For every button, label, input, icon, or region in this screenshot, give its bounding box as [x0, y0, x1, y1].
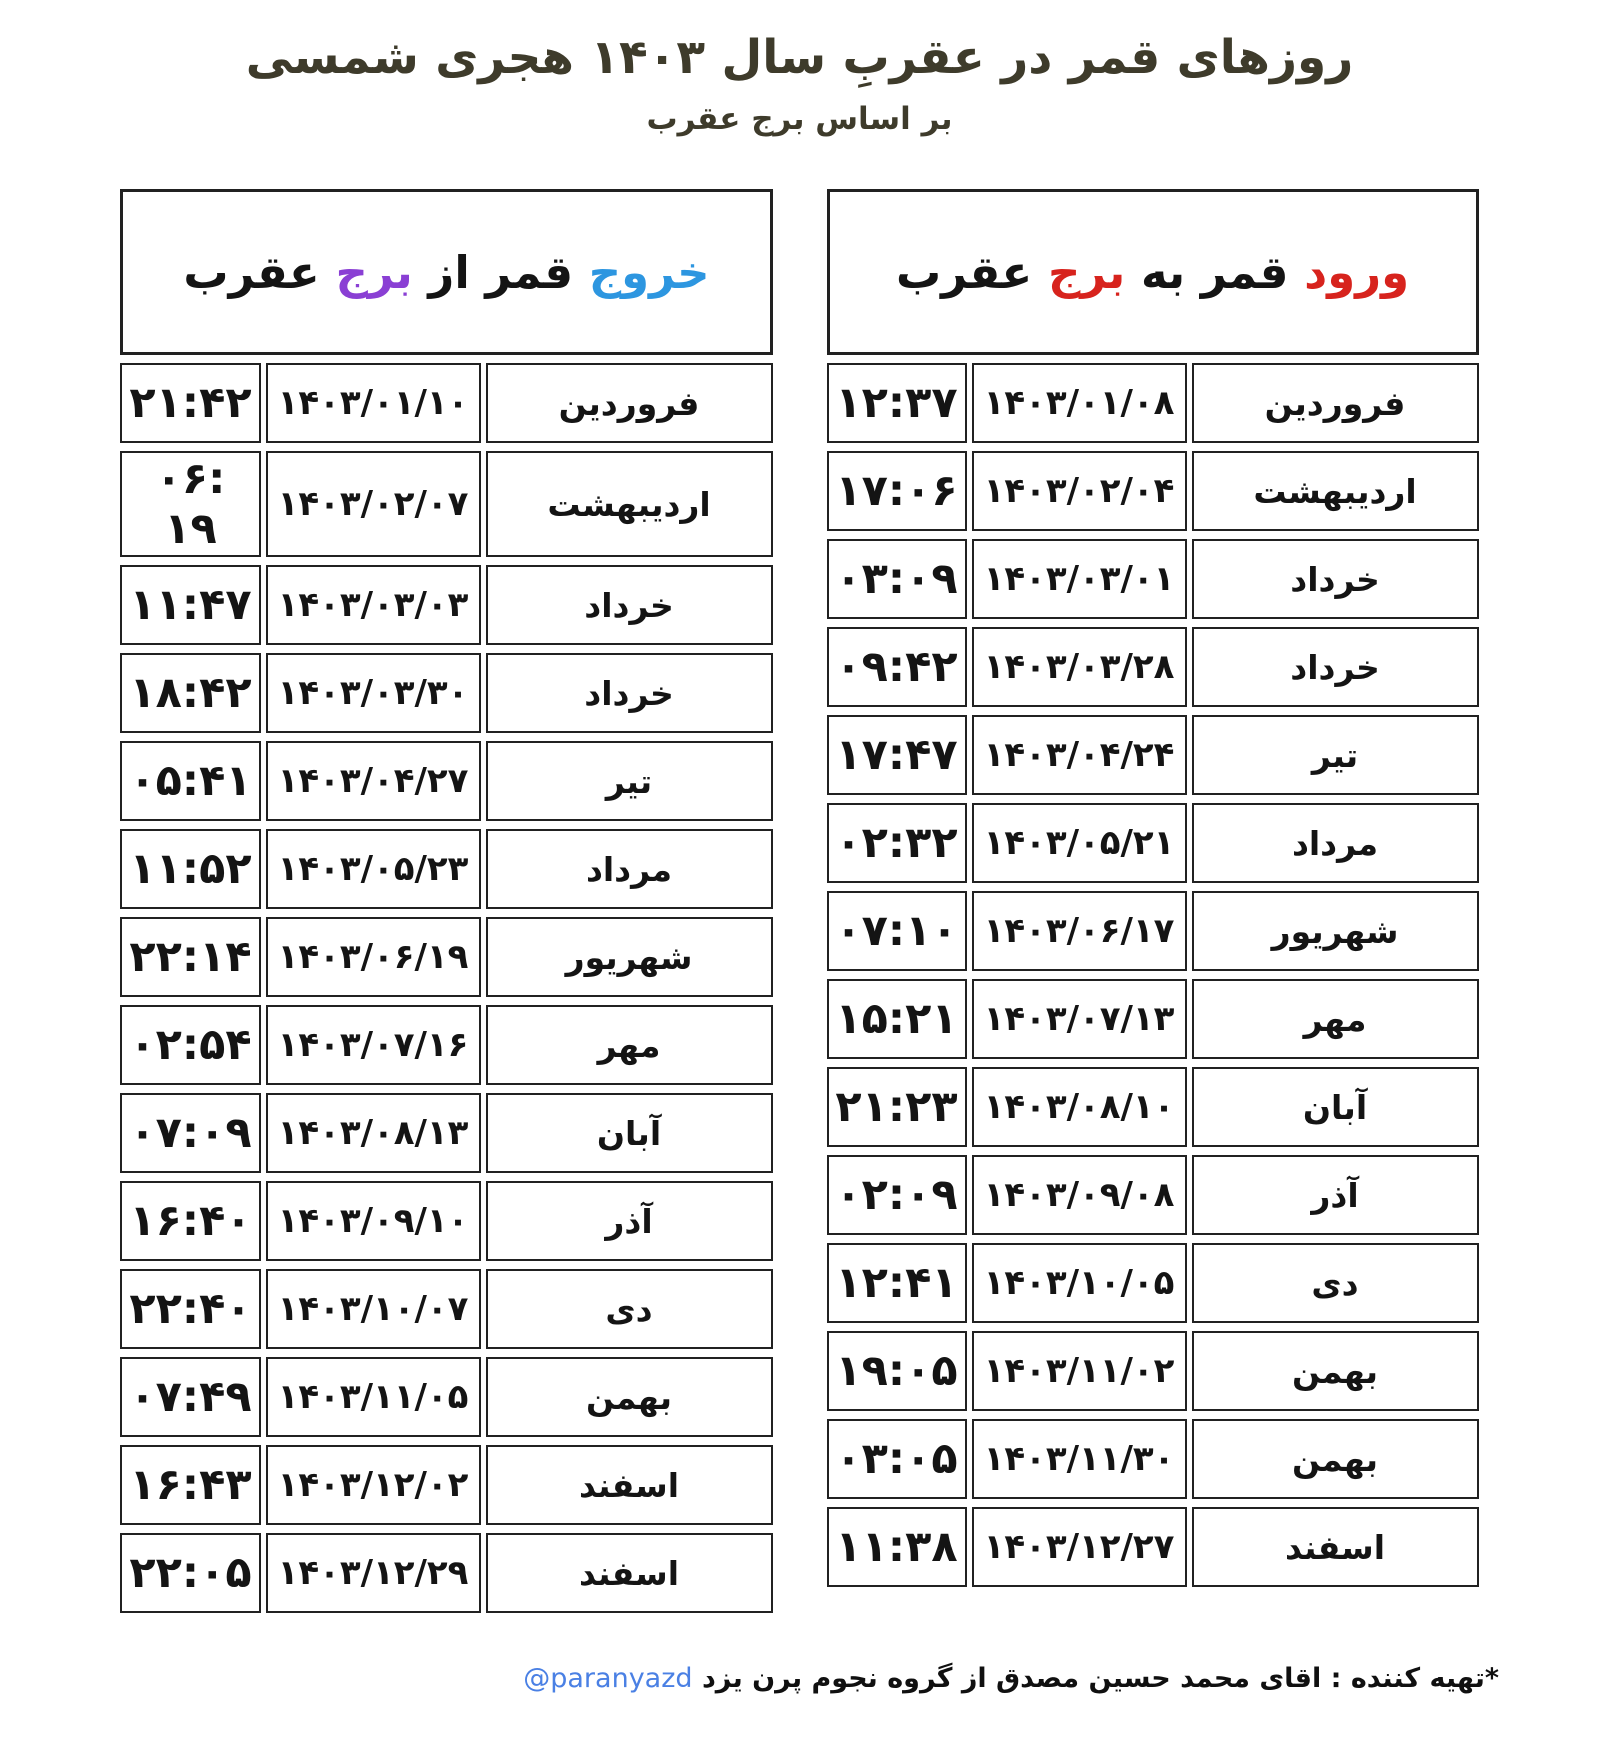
entry-table-row [827, 1507, 1479, 1587]
entry-table-row [827, 1243, 1479, 1323]
exit-title-word-khorooj: خروج [588, 245, 710, 299]
exit-date-cell: ۱۴۰۳/۰۶/۱۹ [266, 917, 481, 997]
exit-date-cell: ۱۴۰۳/۱۰/۰۷ [266, 1269, 481, 1349]
entry-table-row [827, 1067, 1479, 1147]
entry-month-cell: شهریور [1192, 891, 1479, 971]
exit-month-cell: آبان [486, 1093, 773, 1173]
exit-table-row [120, 1181, 772, 1261]
exit-date-cell: ۱۴۰۳/۰۲/۰۷ [266, 451, 481, 557]
entry-month-cell: تیر [1192, 715, 1479, 795]
entry-month-cell: دی [1192, 1243, 1479, 1323]
entry-month-cell: فروردین [1192, 363, 1479, 443]
exit-time-cell: ۰۷:۰۹ [120, 1093, 260, 1173]
exit-time-cell: ۲۱:۴۲ [120, 363, 260, 443]
entry-time-cell: ۱۲:۳۷ [827, 363, 967, 443]
entry-date-cell: ۱۴۰۳/۰۸/۱۰ [972, 1067, 1187, 1147]
exit-title-word-borj: برج [335, 245, 413, 299]
entry-title-word-borj: برج [1047, 245, 1126, 299]
exit-table-row [120, 1005, 772, 1085]
exit-month-cell: دی [486, 1269, 773, 1349]
exit-title-word-ghamar-az: قمر از [412, 245, 589, 299]
exit-date-cell: ۱۴۰۳/۰۳/۳۰ [266, 653, 481, 733]
entry-time-cell: ۰۹:۴۲ [827, 627, 967, 707]
exit-date-cell: ۱۴۰۳/۱۱/۰۵ [266, 1357, 481, 1437]
entry-date-cell: ۱۴۰۳/۰۳/۲۸ [972, 627, 1187, 707]
footer-credit: *تهیه کننده : اقای محمد حسین مصدق از گروه نجوم پرن یزد [701, 1663, 1499, 1695]
entry-date-cell: ۱۴۰۳/۰۱/۰۸ [972, 363, 1187, 443]
exit-table-row [120, 565, 772, 645]
exit-date-cell: ۱۴۰۳/۰۷/۱۶ [266, 1005, 481, 1085]
exit-table-row [120, 653, 772, 733]
exit-table-row [120, 1445, 772, 1525]
entry-month-cell: آبان [1192, 1067, 1479, 1147]
exit-month-cell: مهر [486, 1005, 773, 1085]
exit-time-cell: ۱۱:۵۲ [120, 829, 260, 909]
exit-time-cell: ۰۲:۵۴ [120, 1005, 260, 1085]
entry-month-cell: خرداد [1192, 539, 1479, 619]
entry-time-cell: ۱۲:۴۱ [827, 1243, 967, 1323]
entry-time-cell: ۱۷:۰۶ [827, 451, 967, 531]
exit-table-row [120, 1269, 772, 1349]
exit-month-cell: آذر [486, 1181, 773, 1261]
page-title: روزهای قمر در عقربِ سال ۱۴۰۳ هجری شمسی [245, 30, 1354, 85]
entry-table-header-row [827, 189, 1479, 355]
exit-time-cell: ۰۶: ۱۹ [120, 451, 260, 557]
exit-time-cell: ۱۶:۴۳ [120, 1445, 260, 1525]
exit-month-cell: اسفند [486, 1533, 773, 1613]
entry-time-cell: ۱۹:۰۵ [827, 1331, 967, 1411]
entry-title-word-vorood: ورود [1304, 245, 1410, 299]
exit-month-cell: خرداد [486, 653, 773, 733]
entry-table-row [827, 363, 1479, 443]
entry-month-cell: مرداد [1192, 803, 1479, 883]
exit-date-cell: ۱۴۰۳/۰۴/۲۷ [266, 741, 481, 821]
exit-time-cell: ۰۷:۴۹ [120, 1357, 260, 1437]
exit-date-cell: ۱۴۰۳/۰۸/۱۳ [266, 1093, 481, 1173]
exit-table-title [120, 189, 772, 355]
exit-table-row [120, 1533, 772, 1613]
entry-date-cell: ۱۴۰۳/۰۶/۱۷ [972, 891, 1187, 971]
entry-date-cell: ۱۴۰۳/۰۲/۰۴ [972, 451, 1187, 531]
entry-table-title [827, 189, 1479, 355]
exit-table-header-row [120, 189, 772, 355]
exit-date-cell: ۱۴۰۳/۰۳/۰۳ [266, 565, 481, 645]
exit-time-cell: ۲۲:۰۵ [120, 1533, 260, 1613]
moon-entry-table [822, 181, 1484, 1595]
entry-table-row [827, 627, 1479, 707]
entry-date-cell: ۱۴۰۳/۱۲/۲۷ [972, 1507, 1187, 1587]
exit-table-row [120, 829, 772, 909]
exit-time-cell: ۱۶:۴۰ [120, 1181, 260, 1261]
entry-table-row [827, 539, 1479, 619]
entry-time-cell: ۱۵:۲۱ [827, 979, 967, 1059]
exit-date-cell: ۱۴۰۳/۰۹/۱۰ [266, 1181, 481, 1261]
entry-date-cell: ۱۴۰۳/۰۹/۰۸ [972, 1155, 1187, 1235]
exit-time-cell: ۲۲:۴۰ [120, 1269, 260, 1349]
footer [0, 1663, 1599, 1694]
entry-date-cell: ۱۴۰۳/۰۷/۱۳ [972, 979, 1187, 1059]
entry-time-cell: ۰۷:۱۰ [827, 891, 967, 971]
exit-table-row [120, 1093, 772, 1173]
exit-table-row [120, 1357, 772, 1437]
entry-date-cell: ۱۴۰۳/۰۵/۲۱ [972, 803, 1187, 883]
exit-time-cell: ۲۲:۱۴ [120, 917, 260, 997]
entry-month-cell: مهر [1192, 979, 1479, 1059]
entry-table-row [827, 715, 1479, 795]
entry-table-row [827, 1155, 1479, 1235]
entry-table-row [827, 1331, 1479, 1411]
entry-month-cell: آذر [1192, 1155, 1479, 1235]
page-subtitle: بر اساس برج عقرب [646, 101, 953, 138]
entry-time-cell: ۱۷:۴۷ [827, 715, 967, 795]
entry-time-cell: ۰۲:۰۹ [827, 1155, 967, 1235]
entry-table-row [827, 1419, 1479, 1499]
entry-time-cell: ۰۳:۰۵ [827, 1419, 967, 1499]
exit-date-cell: ۱۴۰۳/۰۱/۱۰ [266, 363, 481, 443]
entry-month-cell: خرداد [1192, 627, 1479, 707]
exit-table-row [120, 917, 772, 997]
entry-table-row [827, 451, 1479, 531]
entry-time-cell: ۲۱:۲۳ [827, 1067, 967, 1147]
exit-time-cell: ۱۸:۴۲ [120, 653, 260, 733]
exit-time-cell: ۱۱:۴۷ [120, 565, 260, 645]
exit-table-row [120, 363, 772, 443]
entry-month-cell: اسفند [1192, 1507, 1479, 1587]
exit-table-row [120, 741, 772, 821]
entry-date-cell: ۱۴۰۳/۱۱/۳۰ [972, 1419, 1187, 1499]
entry-time-cell: ۰۳:۰۹ [827, 539, 967, 619]
entry-table-row [827, 891, 1479, 971]
entry-table-row [827, 803, 1479, 883]
tables-container [0, 181, 1599, 1621]
entry-time-cell: ۰۲:۳۲ [827, 803, 967, 883]
entry-title-word-aghrab: عقرب [895, 245, 1048, 299]
exit-title-word-aghrab: عقرب [183, 245, 336, 299]
exit-month-cell: فروردین [486, 363, 773, 443]
exit-date-cell: ۱۴۰۳/۰۵/۲۳ [266, 829, 481, 909]
entry-month-cell: اردیبهشت [1192, 451, 1479, 531]
exit-date-cell: ۱۴۰۳/۱۲/۰۲ [266, 1445, 481, 1525]
entry-title-word-ghamar-be: قمر به [1125, 245, 1305, 299]
entry-month-cell: بهمن [1192, 1419, 1479, 1499]
exit-month-cell: اردیبهشت [486, 451, 773, 557]
entry-table-row [827, 979, 1479, 1059]
entry-month-cell: بهمن [1192, 1331, 1479, 1411]
entry-date-cell: ۱۴۰۳/۱۰/۰۵ [972, 1243, 1187, 1323]
exit-time-cell: ۰۵:۴۱ [120, 741, 260, 821]
moon-exit-table [115, 181, 777, 1621]
exit-date-cell: ۱۴۰۳/۱۲/۲۹ [266, 1533, 481, 1613]
entry-time-cell: ۱۱:۳۸ [827, 1507, 967, 1587]
exit-month-cell: بهمن [486, 1357, 773, 1437]
footer-telegram-handle: @paranyazd [523, 1663, 693, 1695]
exit-table-row [120, 451, 772, 557]
exit-month-cell: شهریور [486, 917, 773, 997]
entry-date-cell: ۱۴۰۳/۱۱/۰۲ [972, 1331, 1187, 1411]
exit-month-cell: مرداد [486, 829, 773, 909]
exit-month-cell: خرداد [486, 565, 773, 645]
entry-date-cell: ۱۴۰۳/۰۴/۲۴ [972, 715, 1187, 795]
exit-month-cell: اسفند [486, 1445, 773, 1525]
exit-month-cell: تیر [486, 741, 773, 821]
entry-date-cell: ۱۴۰۳/۰۳/۰۱ [972, 539, 1187, 619]
